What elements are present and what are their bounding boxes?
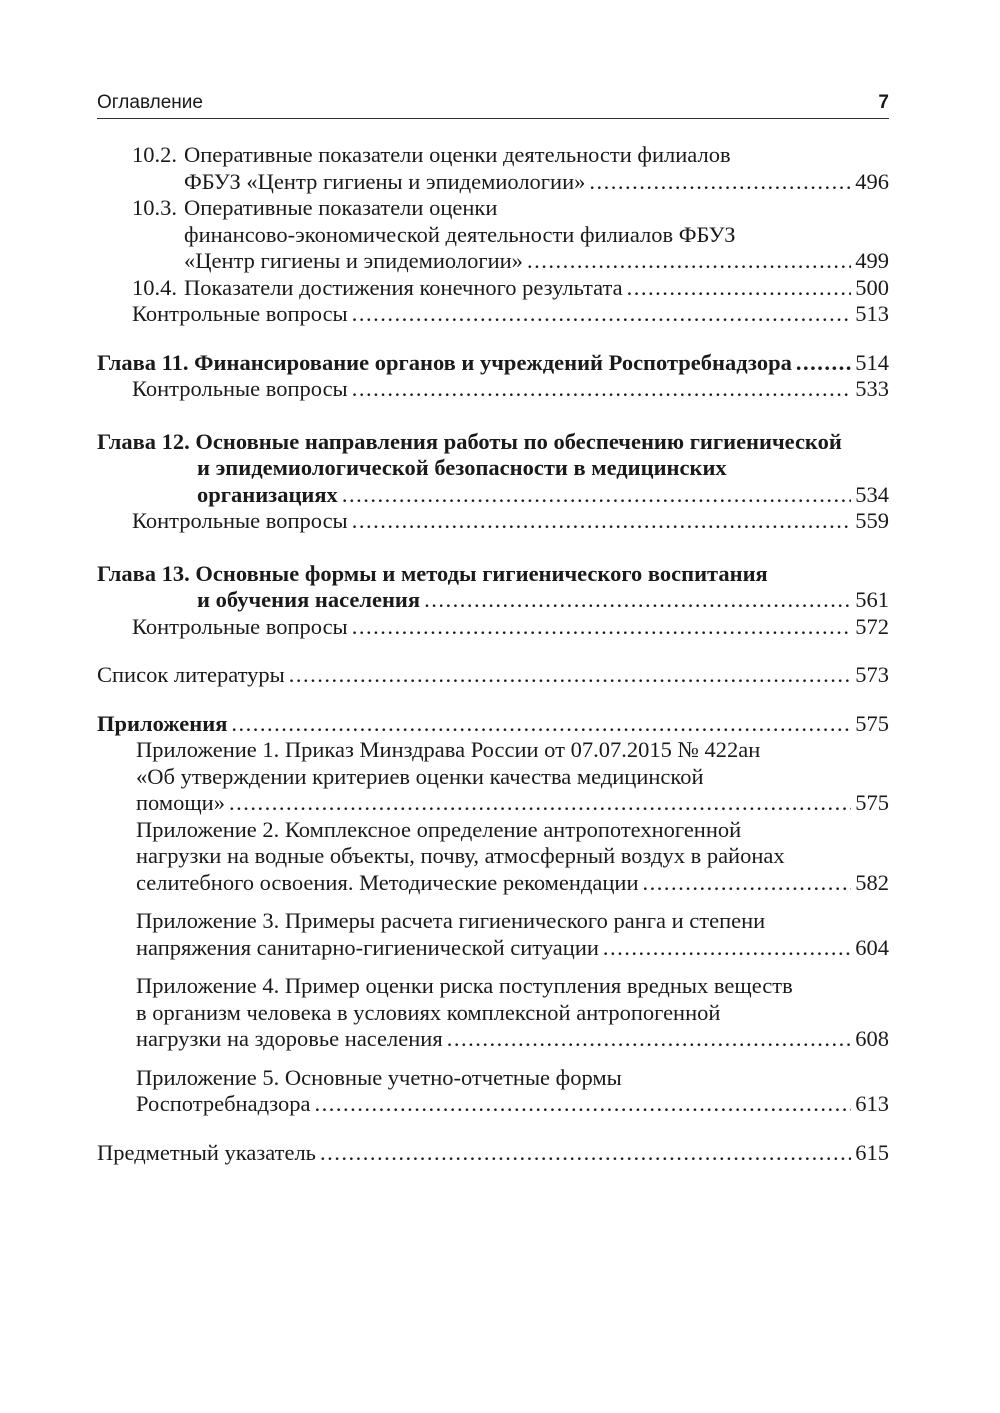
dot-leader	[603, 935, 851, 962]
toc-entry-chapter-13[interactable]	[97, 561, 889, 614]
entry-title-line: Контрольные вопросы	[132, 613, 348, 639]
dot-leader	[589, 169, 851, 196]
entry-page: 500	[855, 274, 889, 300]
entry-title-line: напряжения санитарно-гигиенической ситуации	[136, 934, 599, 960]
entry-title-line: Предметный указатель	[97, 1139, 316, 1165]
entry-title-line: Приложения	[97, 710, 228, 736]
entry-title-line: помощи»	[136, 790, 225, 815]
toc-entry-appendix-4[interactable]	[97, 973, 889, 1053]
dot-leader	[796, 350, 851, 377]
entry-page: 572	[855, 613, 889, 639]
entry-title-line: Приложение 2. Комплексное определение антропотехногенной	[136, 816, 742, 842]
entry-title-line: финансово-экономической деятельности филиалов ФБУЗ	[184, 221, 736, 247]
entry-title-line: ФБУЗ «Центр гигиены и эпидемиологии»	[184, 168, 586, 194]
entry-page: 573	[855, 662, 889, 687]
entry-title-line: Приложение 3. Примеры расчета гигиенического ранга и степени	[136, 908, 766, 933]
entry-title-line: Глава 12. Основные направления работы по обеспечению гигиенической	[97, 428, 842, 454]
entry-title-line: Роспотребнадзора	[136, 1091, 311, 1116]
header-title: Оглавление	[97, 92, 203, 113]
running-header	[97, 92, 889, 119]
table-of-contents	[97, 142, 889, 1166]
entry-page: 582	[855, 869, 889, 895]
entry-page: 575	[855, 790, 889, 815]
toc-entry-chapter-12[interactable]	[97, 429, 889, 509]
toc-entry-10-4[interactable]	[97, 275, 889, 302]
toc-entry-control-questions-12[interactable]	[97, 508, 889, 535]
entry-title-line: нагрузки на здоровье населения	[136, 1026, 443, 1051]
toc-entry-control-questions-13[interactable]	[97, 614, 889, 641]
page	[97, 92, 889, 1166]
entry-page: 533	[855, 376, 889, 401]
entry-title-line: Глава 13. Основные формы и методы гигиенического воспитания	[97, 560, 768, 586]
dot-leader	[320, 1140, 851, 1167]
entry-page: 615	[855, 1139, 889, 1165]
dot-leader	[447, 1026, 852, 1053]
entry-page: 514	[855, 349, 889, 375]
dot-leader	[627, 275, 852, 302]
entry-title-line: Список литературы	[97, 662, 285, 687]
dot-leader	[352, 376, 852, 403]
toc-entry-appendices[interactable]	[97, 711, 889, 738]
toc-entry-appendix-3[interactable]	[97, 908, 889, 961]
entry-page: 613	[855, 1091, 889, 1116]
entry-title-line: и эпидемиологической безопасности в медицинских	[197, 455, 727, 480]
entry-page: 499	[855, 248, 889, 273]
entry-title-line: Оперативные показатели оценки деятельности филиалов	[184, 142, 731, 167]
dot-leader	[352, 508, 852, 535]
entry-page: 496	[855, 168, 889, 194]
dot-leader	[229, 790, 851, 817]
entry-page: 604	[855, 934, 889, 960]
entry-title-line: «Об утверждении критериев оценки качества медицинской	[136, 763, 704, 789]
entry-title-line: Глава 11. Финансирование органов и учреждений Роспотребнадзора	[97, 349, 792, 375]
entry-page: 608	[855, 1026, 889, 1051]
entry-title-line: организациях	[197, 481, 338, 507]
section-number: 10.3.	[132, 195, 177, 220]
toc-entry-control-questions-10[interactable]	[97, 301, 889, 328]
toc-entry-bibliography[interactable]	[97, 662, 889, 689]
dot-leader	[342, 482, 851, 509]
section-number: 10.4.	[132, 274, 177, 300]
toc-entry-10-2[interactable]	[97, 142, 889, 195]
dot-leader	[643, 870, 852, 897]
toc-entry-control-questions-11[interactable]	[97, 376, 889, 403]
entry-title-line: Оперативные показатели оценки	[184, 195, 498, 220]
entry-title-line: в организм человека в условиях комплексной антропогенной	[136, 999, 721, 1025]
entry-title-line: Приложение 5. Основные учетно-отчетные формы	[136, 1064, 622, 1090]
toc-entry-subject-index[interactable]	[97, 1140, 889, 1167]
toc-entry-appendix-2[interactable]	[97, 817, 889, 897]
dot-leader	[231, 711, 851, 738]
section-number: 10.2.	[132, 142, 177, 167]
entry-title-line: и обучения населения	[197, 587, 421, 612]
entry-page: 575	[855, 710, 889, 736]
dot-leader	[527, 248, 851, 275]
entry-title-line: Контрольные вопросы	[132, 376, 348, 401]
entry-title-line: «Центр гигиены и эпидемиологии»	[184, 248, 523, 273]
page-number: 7	[878, 92, 889, 113]
toc-entry-10-3[interactable]	[97, 195, 889, 275]
dot-leader	[315, 1091, 852, 1118]
entry-title-line: Контрольные вопросы	[132, 301, 348, 326]
entry-title-line: Контрольные вопросы	[132, 508, 348, 533]
dot-leader	[289, 662, 851, 689]
dot-leader	[352, 301, 852, 328]
entry-title-line: Показатели достижения конечного результата	[184, 274, 623, 300]
toc-entry-appendix-5[interactable]	[97, 1065, 889, 1118]
entry-page: 513	[855, 301, 889, 326]
toc-entry-appendix-1[interactable]	[97, 737, 889, 817]
dot-leader	[352, 614, 852, 641]
dot-leader	[424, 587, 851, 614]
entry-title-line: селитебного освоения. Методические рекомендации	[136, 869, 639, 895]
entry-page: 559	[855, 508, 889, 533]
entry-title-line: Приложение 4. Пример оценки риска поступления вредных веществ	[136, 973, 793, 998]
entry-page: 561	[855, 587, 889, 612]
toc-entry-chapter-11[interactable]	[97, 350, 889, 377]
entry-title-line: нагрузки на водные объекты, почву, атмосферный воздух в районах	[136, 843, 785, 868]
entry-page: 534	[855, 481, 889, 507]
entry-title-line: Приложение 1. Приказ Минздрава России от 07.07.2015 № 422ан	[136, 737, 761, 762]
